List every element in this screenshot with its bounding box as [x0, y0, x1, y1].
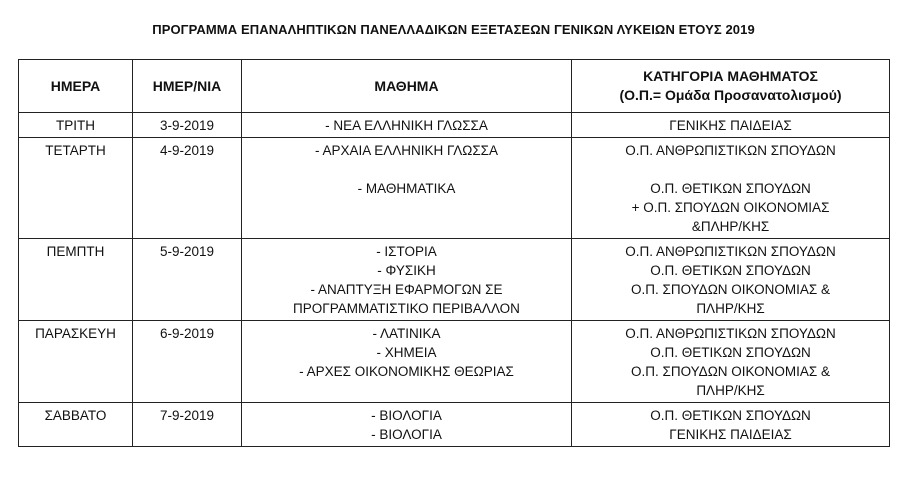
- category-line: Ο.Π. ΘΕΤΙΚΩΝ ΣΠΟΥΔΩΝ: [650, 408, 811, 423]
- table-row: [19, 321, 890, 403]
- date-cell-text: 6-9-2019: [159, 326, 215, 341]
- day-cell-text: ΠΑΡΑΣΚΕΥΗ: [35, 326, 116, 341]
- subject-line: - ΦΥΣΙΚΗ: [377, 263, 436, 278]
- subject-line: - ΜΑΘΗΜΑΤΙΚΑ: [357, 181, 456, 196]
- category-line: ΠΛΗΡ/ΚΗΣ: [696, 301, 765, 316]
- category-cell: [572, 113, 890, 138]
- subject-line: - ΧΗΜΕΙΑ: [376, 345, 437, 360]
- day-cell: [19, 239, 133, 321]
- category-cell: [572, 403, 890, 447]
- date-cell-text: 5-9-2019: [159, 244, 215, 259]
- table-row: [19, 403, 890, 447]
- subject-line: [242, 217, 571, 236]
- subject-line: [242, 381, 571, 400]
- subject-line: - ΑΡΧΕΣ ΟΙΚΟΝΟΜΙΚΗΣ ΘΕΩΡΙΑΣ: [299, 364, 514, 379]
- subject-line: - ΑΝΑΠΤΥΞΗ ΕΦΑΡΜΟΓΩΝ ΣΕ: [310, 282, 503, 297]
- date-cell: [133, 239, 242, 321]
- subject-cell: [242, 138, 572, 239]
- category-line: Ο.Π. ΑΝΘΡΩΠΙΣΤΙΚΩΝ ΣΠΟΥΔΩΝ: [625, 244, 836, 259]
- date-cell-text: 7-9-2019: [159, 408, 215, 423]
- day-cell: [19, 321, 133, 403]
- subject-line: [242, 160, 571, 179]
- category-line: Ο.Π. ΘΕΤΙΚΩΝ ΣΠΟΥΔΩΝ: [650, 181, 811, 196]
- subject-line: - ΒΙΟΛΟΓΙΑ: [371, 427, 442, 442]
- header-day: ΗΜΕΡΑ: [19, 60, 133, 113]
- document-title: ΠΡΟΓΡΑΜΜΑ ΕΠΑΝΑΛΗΠΤΙΚΩΝ ΠΑΝΕΛΛΑΔΙΚΩΝ ΕΞΕΤΑΣΕΩΝ ΓΕΝΙΚΩΝ ΛΥΚΕΙΩΝ ΕΤΟΥΣ 2019: [152, 22, 755, 37]
- subject-cell: [242, 113, 572, 138]
- day-cell: [19, 113, 133, 138]
- header-date: ΗΜΕΡ/ΝΙΑ: [133, 60, 242, 113]
- day-cell: [19, 138, 133, 239]
- date-cell: [133, 113, 242, 138]
- day-cell: [19, 403, 133, 447]
- category-line: [572, 160, 889, 179]
- subject-line: [242, 198, 571, 217]
- exam-schedule-table: [18, 59, 890, 447]
- date-cell-text: 4-9-2019: [159, 143, 215, 158]
- header-row: [19, 60, 890, 113]
- header-category-note: (Ο.Π.= Ομάδα Προσανατολισμού): [619, 87, 842, 103]
- date-cell: [133, 403, 242, 447]
- header-subject: ΜΑΘΗΜΑ: [242, 60, 572, 113]
- category-cell: [572, 321, 890, 403]
- subject-cell: [242, 239, 572, 321]
- day-cell-text: ΤΕΤΑΡΤΗ: [45, 143, 106, 158]
- day-cell-text: ΣΑΒΒΑΤΟ: [44, 408, 107, 423]
- subject-line: - ΛΑΤΙΝΙΚΑ: [372, 326, 441, 341]
- category-cell: [572, 138, 890, 239]
- subject-cell: [242, 321, 572, 403]
- table-row: [19, 113, 890, 138]
- category-line: ΓΕΝΙΚΗΣ ΠΑΙΔΕΙΑΣ: [669, 427, 792, 442]
- category-line: + Ο.Π. ΣΠΟΥΔΩΝ ΟΙΚΟΝΟΜΙΑΣ: [631, 200, 830, 215]
- category-line: Ο.Π. ΣΠΟΥΔΩΝ ΟΙΚΟΝΟΜΙΑΣ &: [631, 282, 830, 297]
- subject-line: - ΑΡΧΑΙΑ ΕΛΛΗΝΙΚΗ ΓΛΩΣΣΑ: [314, 143, 499, 158]
- header-category-title: ΚΑΤΗΓΟΡΙΑ ΜΑΘΗΜΑΤΟΣ: [643, 68, 818, 84]
- category-line: Ο.Π. ΣΠΟΥΔΩΝ ΟΙΚΟΝΟΜΙΑΣ &: [631, 364, 830, 379]
- category-line: Ο.Π. ΑΝΘΡΩΠΙΣΤΙΚΩΝ ΣΠΟΥΔΩΝ: [625, 326, 836, 341]
- category-line: Ο.Π. ΘΕΤΙΚΩΝ ΣΠΟΥΔΩΝ: [650, 263, 811, 278]
- day-cell-text: ΤΡΙΤΗ: [56, 118, 95, 133]
- category-line: ΠΛΗΡ/ΚΗΣ: [696, 383, 765, 398]
- table-body: [19, 113, 890, 447]
- header-category: [572, 60, 890, 113]
- subject-line: ΠΡΟΓΡΑΜΜΑΤΙΣΤΙΚΟ ΠΕΡΙΒΑΛΛΟΝ: [293, 301, 520, 316]
- subject-line: - ΙΣΤΟΡΙΑ: [376, 244, 437, 259]
- table-header: [19, 60, 890, 113]
- day-cell-text: ΠΕΜΠΤΗ: [46, 244, 105, 259]
- category-cell: [572, 239, 890, 321]
- date-cell: [133, 321, 242, 403]
- subject-line: - ΝΕΑ ΕΛΛΗΝΙΚΗ ΓΛΩΣΣΑ: [325, 118, 488, 133]
- category-line: Ο.Π. ΑΝΘΡΩΠΙΣΤΙΚΩΝ ΣΠΟΥΔΩΝ: [625, 143, 836, 158]
- subject-line: - ΒΙΟΛΟΓΙΑ: [371, 408, 442, 423]
- table-row: [19, 239, 890, 321]
- table-row: [19, 138, 890, 239]
- date-cell-text: 3-9-2019: [159, 118, 215, 133]
- subject-cell: [242, 403, 572, 447]
- category-line: &ΠΛΗΡ/ΚΗΣ: [691, 219, 770, 234]
- date-cell: [133, 138, 242, 239]
- category-line: ΓΕΝΙΚΗΣ ΠΑΙΔΕΙΑΣ: [669, 118, 792, 133]
- category-line: Ο.Π. ΘΕΤΙΚΩΝ ΣΠΟΥΔΩΝ: [650, 345, 811, 360]
